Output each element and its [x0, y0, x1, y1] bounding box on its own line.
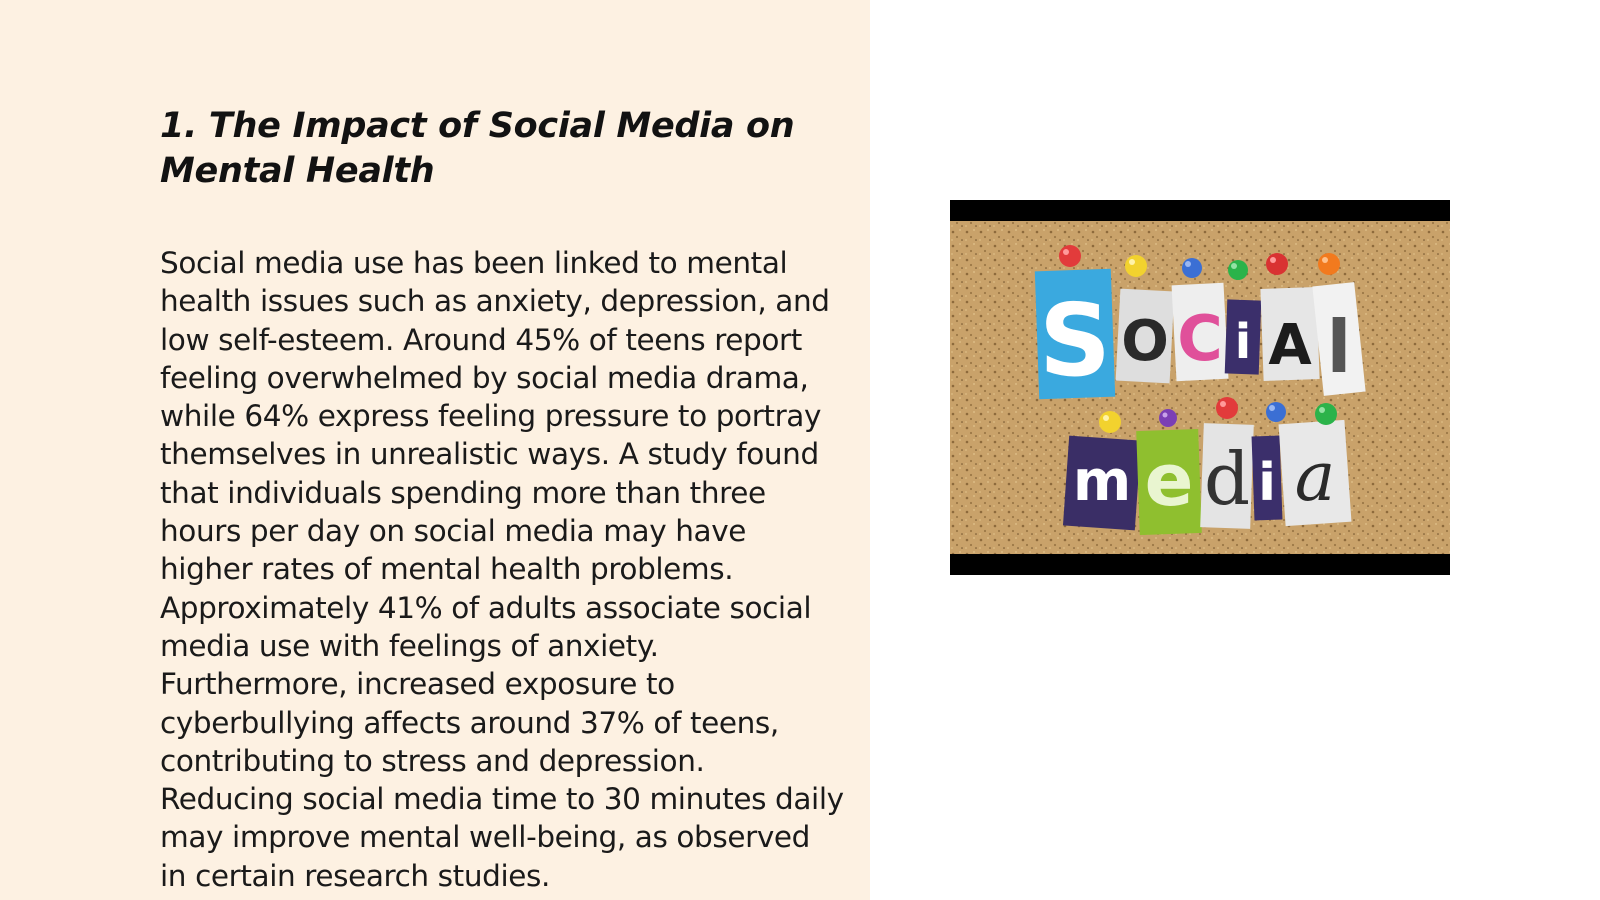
tile-letter: l: [1326, 305, 1352, 389]
tile-letter: C: [1177, 302, 1223, 375]
tile-letter: A: [1268, 313, 1312, 378]
tile-letter: d: [1203, 437, 1251, 521]
tile-letter: O: [1121, 309, 1169, 374]
letter-tile: [1063, 436, 1141, 531]
letter-tile: [1035, 269, 1115, 400]
social-media-corkboard-picture: [950, 200, 1450, 575]
tile-letter: i: [1234, 314, 1252, 370]
social-media-image: [950, 200, 1450, 575]
tile-letter: m: [1072, 449, 1132, 514]
letter-tile: [1136, 429, 1202, 535]
letter-tile: [1116, 289, 1175, 384]
letter-tile: [1279, 420, 1352, 526]
letter-tile: [1225, 299, 1262, 374]
slide-body-text: Social media use has been linked to mental health issues such as anxiety, depression, and low self-esteem. Around 45% of teens report feeling overwhelmed by social media drama, while 64% express feeling pressure to portray themselves in unrealistic ways. A study found that individuals spending more than three hours per day on social media may have higher rates of mental health problems. Approximately 41% of adults associate social media use with feelings of anxiety. Furthermore, increased exposure to cyberbullying affects around 37% of teens, contributing to stress and depression. Reducing social media time to 30 minutes daily may improve mental well-being, as observed in certain research studies.: [160, 246, 844, 893]
letter-tile: [1252, 436, 1283, 521]
tile-letter: i: [1258, 453, 1276, 513]
tile-letter: S: [1038, 282, 1112, 399]
letter-tile: [1200, 423, 1254, 529]
tile-letter: e: [1144, 438, 1194, 522]
letter-tile: [1172, 283, 1229, 382]
slide-heading: 1. The Impact of Social Media on Mental Health: [160, 106, 795, 191]
tile-letter: a: [1294, 438, 1336, 517]
letter-tile: [1260, 287, 1319, 381]
